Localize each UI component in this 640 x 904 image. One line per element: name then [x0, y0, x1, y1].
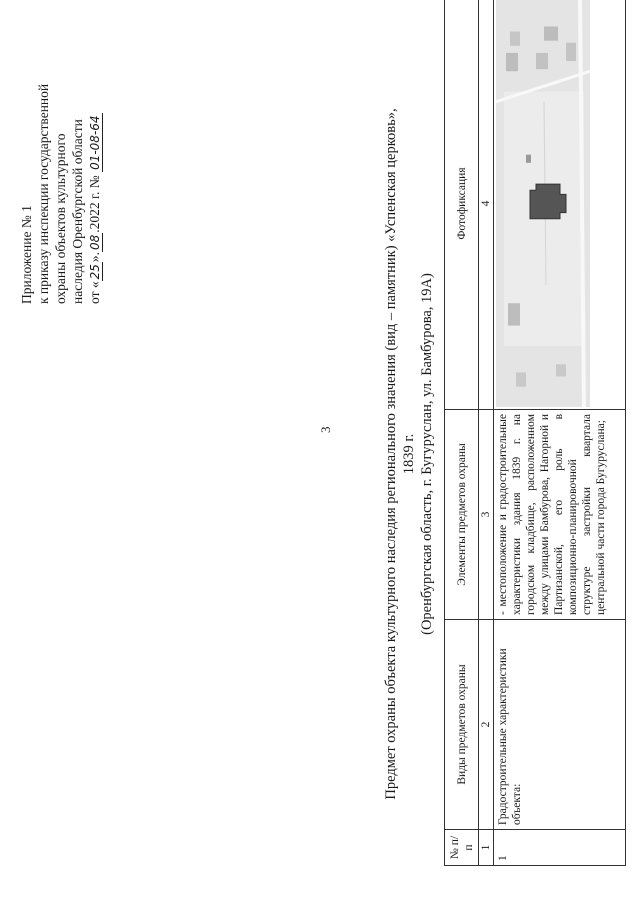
house	[536, 53, 548, 69]
document-title	[382, 94, 436, 814]
house	[510, 32, 520, 46]
date-mid: ».	[87, 251, 102, 263]
date-month: 08	[88, 234, 102, 250]
table-row	[494, 0, 626, 866]
appendix-line-4: наследия Оренбургской области	[70, 119, 85, 304]
house	[556, 364, 566, 376]
house	[506, 53, 518, 71]
photo-cell	[494, 0, 626, 410]
header-elements: Элементы предметов охраны	[445, 410, 479, 620]
house	[544, 26, 558, 40]
header-type: Виды предметов охраны	[445, 620, 479, 830]
appendix-header	[18, 4, 104, 304]
house	[516, 372, 526, 386]
appendix-line-2: к приказу инспекции государственной	[36, 83, 51, 304]
date-day: 25	[88, 264, 102, 280]
title-line-1: Предмет охраны объекта культурного наследия регионального значения (вид – памятник) «Успенская церковь», 1839 г.	[383, 108, 417, 800]
protection-table	[444, 0, 626, 866]
col-number-2: 2	[479, 620, 494, 830]
row-elements: - местоположение и градостроительные характеристики здания 1839 г. на городском кладбище, расположенном между улицами Бамбурова, Нагорной и Партизанской, его роль в композиционно-планировочной структуре застройки квартала центральной части города Бугуруслана;	[494, 410, 626, 620]
col-number-1: 1	[479, 830, 494, 866]
header-photo: Фотофиксация	[445, 0, 479, 410]
document-number: 01-08-64	[88, 115, 102, 170]
title-line-2: (Оренбургская область, г. Бугуруслан, ул. Бамбурова, 19А)	[419, 273, 435, 635]
date-prefix: от «	[87, 281, 102, 304]
appendix-line-1: Приложение № 1	[19, 205, 34, 304]
row-number: 1	[494, 830, 626, 866]
appendix-date-line	[86, 4, 104, 304]
header-number: № п/п	[445, 830, 479, 866]
appendix-line-3: охраны объектов культурного	[53, 133, 68, 304]
col-number-4: 4	[479, 0, 494, 410]
location-map	[496, 0, 590, 407]
house	[508, 303, 520, 325]
house	[566, 43, 576, 61]
col-number-3: 3	[479, 410, 494, 620]
page-number: 3	[318, 426, 333, 433]
date-year: .2022 г. №	[87, 175, 102, 233]
marker	[526, 155, 531, 163]
row-type: Градостроительные характеристики объекта:	[494, 620, 626, 830]
